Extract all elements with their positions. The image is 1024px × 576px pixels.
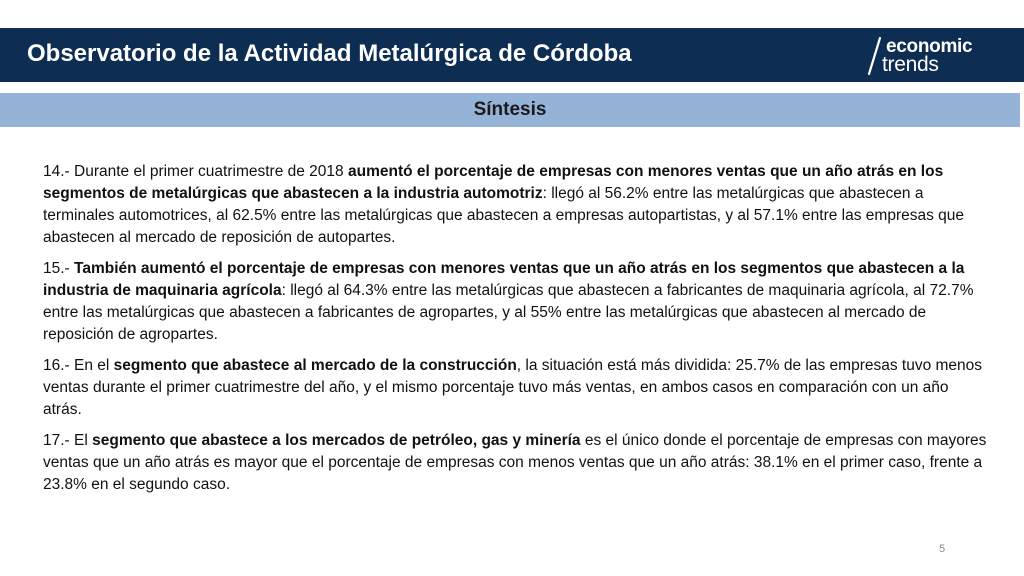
- economic-trends-logo: [864, 36, 1004, 76]
- paragraph-highlight: aumentó el porcentaje de empresas con menores ventas que un año atrás en los segmentos de metalúrgicas que abastecen a la industria automotriz: [43, 163, 944, 202]
- paragraph-text: 16.- En el: [43, 357, 114, 374]
- paragraph-text: 14.- Durante el primer cuatrimestre de 2018: [43, 163, 348, 180]
- paragraph-text: : llegó al 56.2% entre las metalúrgicas que abastecen a terminales automotrices, al 62.5% entre las metalúrgicas que abastecen a empresas autopartistas, y al 57.1% entre las empresas que abastecen al mercado de reposición de autopartes.: [43, 185, 965, 246]
- paragraph-text: , la situación está más dividida: 25.7% de las empresas tuvo menos ventas durante el primer cuatrimestre del año, y el mismo porcentaje tuvo más ventas, en ambos casos en comparación con un año atrás.: [43, 357, 983, 418]
- paragraph-highlight: segmento que abastece al mercado de la construcción: [113, 357, 517, 374]
- paragraph-text: es el único donde el porcentaje de empresas con mayores ventas que un año atrás es mayor que el porcentaje de empresas con menos ventas que un año atrás: 38.1% en el primer caso, frente a 23.8% en el segundo caso.: [43, 432, 987, 493]
- summary-paragraph: [43, 355, 988, 421]
- paragraph-highlight: También aumentó el porcentaje de empresas con menores ventas que un año atrás en los segmentos que abastecen a la industria de maquinaria agrícola: [43, 260, 965, 299]
- paragraph-highlight: segmento que abastece a los mercados de petróleo, gas y minería: [92, 432, 581, 449]
- paragraph-text: 17.- El: [43, 432, 93, 449]
- page-title: Observatorio de la Actividad Metalúrgica de Córdoba: [27, 40, 632, 67]
- summary-paragraph: [43, 161, 988, 249]
- summary-paragraph: [43, 258, 988, 346]
- header-bar: [0, 28, 1024, 82]
- logo-text-trends: trends: [882, 53, 939, 76]
- page-number: 5: [938, 543, 946, 555]
- paragraph-text: 15.-: [43, 260, 75, 277]
- section-bar: [0, 93, 1020, 127]
- section-title: Síntesis: [473, 99, 547, 120]
- summary-paragraph: [43, 430, 988, 496]
- paragraph-text: : llegó al 64.3% entre las metalúrgicas que abastecen a fabricantes de maquinaria agrícola, al 72.7% entre las metalúrgicas que abastecen a fabricantes de agropartes, y al 55% entre las metalúrgicas que abastecen al mercado de reposición de agropartes.: [43, 282, 974, 343]
- summary-content: [43, 161, 988, 505]
- logo-text-economic: economic: [886, 36, 973, 57]
